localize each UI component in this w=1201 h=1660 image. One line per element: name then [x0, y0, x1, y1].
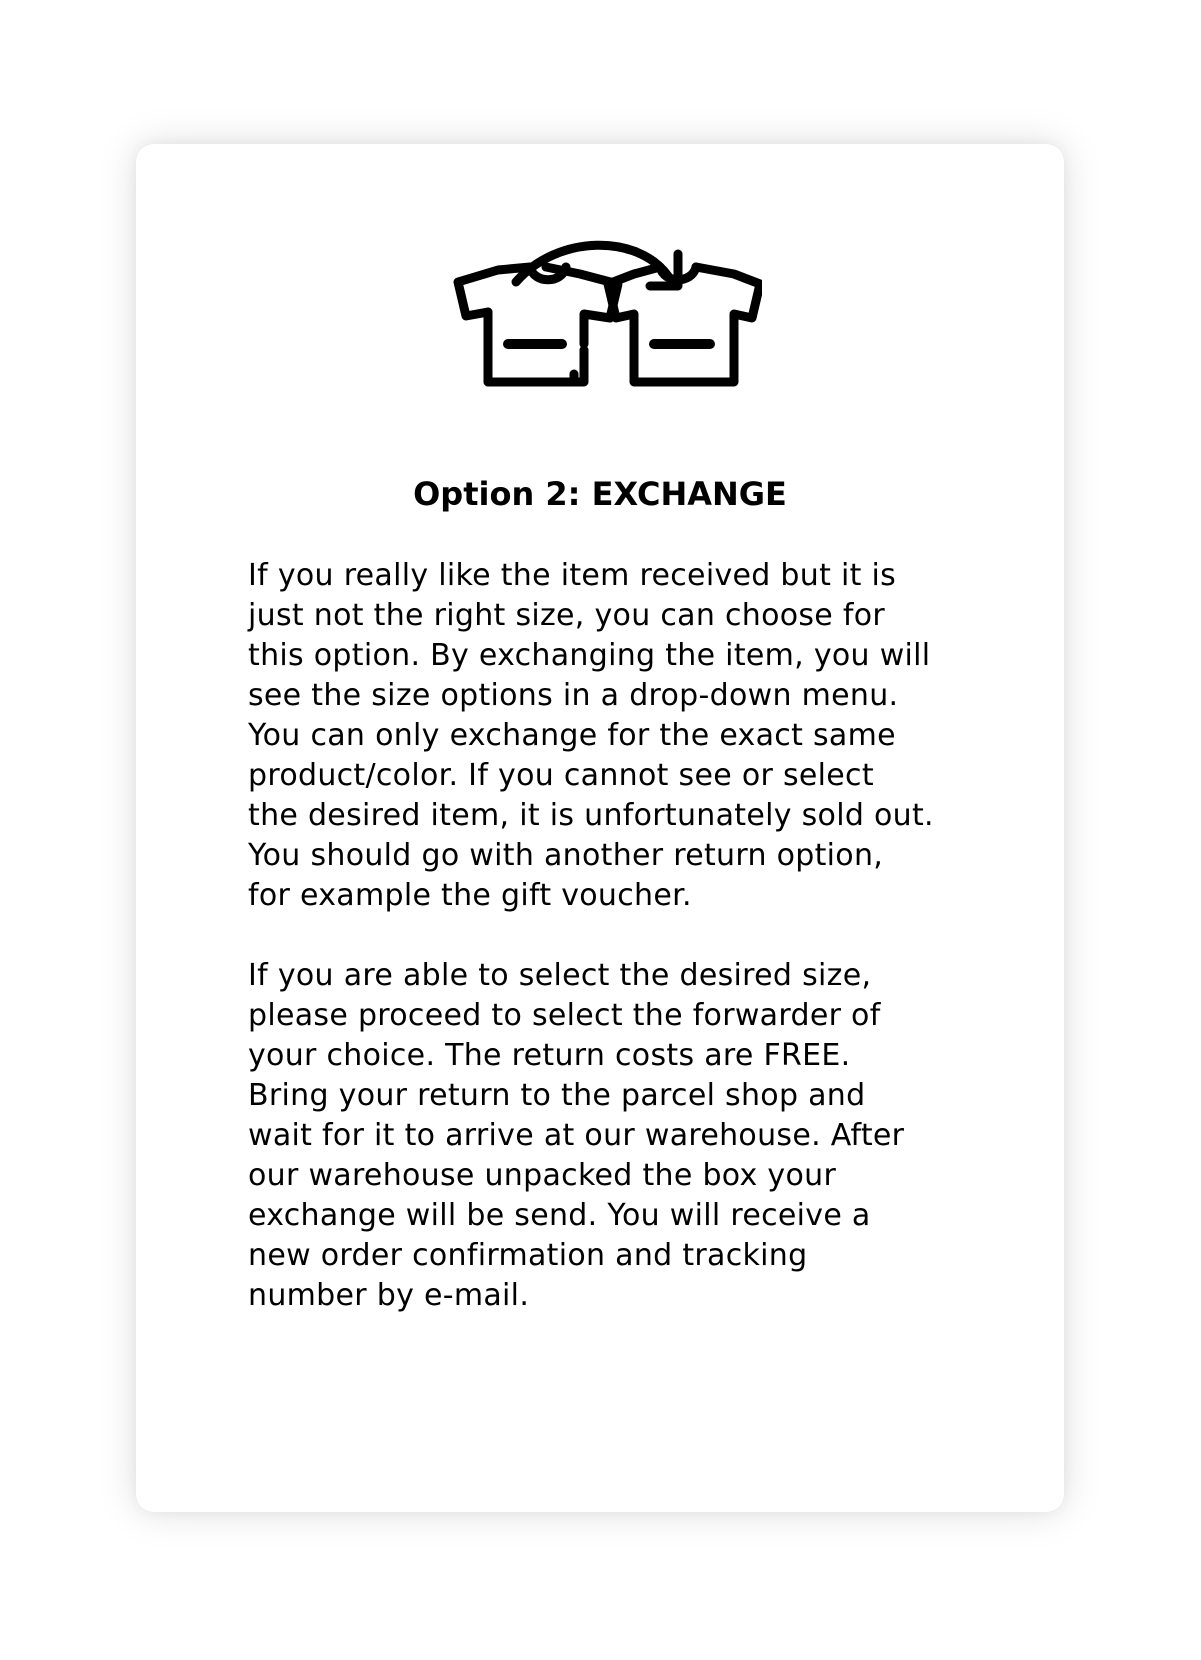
text-line: You can only exchange for the exact same — [248, 718, 896, 753]
text-line: the desired item, it is unfortunately sold out. — [248, 798, 934, 833]
text-line: our warehouse unpacked the box your — [248, 1158, 837, 1193]
text-line: If you really like the item received but it is — [248, 558, 897, 593]
info-card — [136, 144, 1064, 1512]
text-line: number by e-mail. — [248, 1278, 530, 1313]
paragraph-exchange-steps — [248, 956, 984, 1316]
body-text — [248, 556, 984, 1356]
text-line: product/color. If you cannot see or select — [248, 758, 874, 793]
text-line: please proceed to select the forwarder of — [248, 998, 881, 1033]
paragraph-exchange-info — [248, 556, 984, 916]
text-line: for example the gift voucher. — [248, 878, 692, 913]
text-line: new order confirmation and tracking — [248, 1238, 808, 1273]
text-line: exchange will be send. You will receive a — [248, 1198, 871, 1233]
page-title: Option 2: EXCHANGE — [413, 475, 787, 513]
text-line: If you are able to select the desired size, — [248, 958, 872, 993]
text-line: wait for it to arrive at our warehouse. After — [248, 1118, 905, 1153]
text-line: this option. By exchanging the item, you will — [248, 638, 931, 673]
tshirt-exchange-icon — [438, 194, 762, 394]
text-line: your choice. The return costs are FREE. — [248, 1038, 851, 1073]
text-line: Bring your return to the parcel shop and — [248, 1078, 866, 1113]
text-line: You should go with another return option, — [248, 838, 884, 873]
text-line: see the size options in a drop-down menu. — [248, 678, 899, 713]
text-line: just not the right size, you can choose for — [248, 598, 886, 633]
